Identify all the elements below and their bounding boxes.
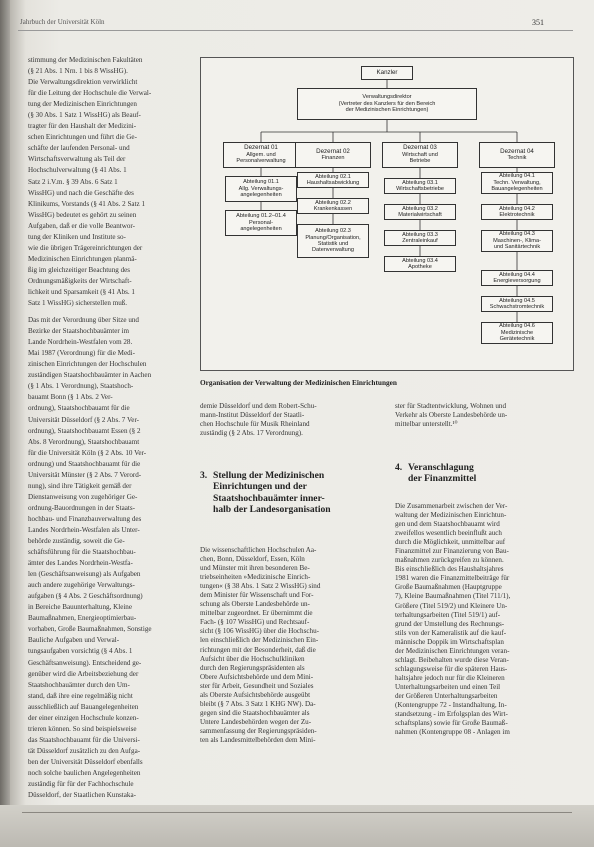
org-node-abteilung: Abteilung 04.1 Techn. Verwaltung, Bauangelegenheiten [481,172,553,194]
text-line: ßig im gleichzeitiger Beachtung des [28,265,131,274]
text-line: noch solche baulichen Angelegenheiten [28,769,141,777]
text-line: Baumaßnahmen, Energieoptimierbau- [28,614,137,623]
org-node-abteilung: Abteilung 01.1 Allg. Verwaltungs- angelegenheiten [225,176,297,202]
text-line: dem Minister für Wissenschaft und For- [200,591,314,600]
text-line: ster für Arbeit, Gesundheit und Soziales [200,681,314,690]
text-line: Fach- (§ 107 WissHG) und Rechtsauf- [200,618,310,627]
text-line: trieren können. So sind beispielsweise [28,724,137,733]
text-line: durch den Regierungspräsidenten als [200,663,305,672]
heading-line: halb der Landesorganisation [213,504,331,516]
org-node-abteilung: Abteilung 03.4 Apotheke [384,256,456,272]
text-line: gen und dem Staatshochbauamt wird [395,520,500,529]
section-4-text [395,502,572,737]
text-line: (§ 30 Abs. 1 Satz 1 WissHG) als Beauf- [28,111,141,120]
text-line: Geschäftsanweisung). Entscheidend ge- [28,658,142,667]
text-line: ster für Stadtentwicklung, Wohnen und [395,402,507,410]
text-line: Dienstanweisung von zugehöriger Ge- [28,492,138,501]
text-line: in Bereiche Bauunterhaltung, Kleine [28,603,133,612]
text-line: tung der Medizinischen Einrichtungen [28,100,137,109]
text-line: Hochschulverwaltung (§ 41 Abs. 1 [28,166,127,175]
org-node-abteilung: Abteilung 02.1 Haushaltsabwicklung [297,172,369,188]
text-line: richtungen mit der Besonderheit, daß die [200,645,316,654]
text-line: genüber wird die Arbeitsbeziehung der [28,669,139,678]
text-line: terhaltungsarbeiten (Titel 519/1) auf- [395,610,501,619]
text-line: ten als Landesmittelbehörden dem Mini- [200,735,316,744]
text-line: Satz 1 WissHG) sicherstellen muß. [28,299,128,308]
binding-shadow [0,0,10,847]
text-line: Untere Landesbehörden wegen der Zu- [200,717,312,726]
text-line: chen, Bonn, Düsseldorf, Essen, Köln [200,555,305,564]
text-line: bauamt Bonn (§ 1 Abs. 2 Ver- [28,393,113,402]
text-line: (§ 21 Abs. 1 Nrn. 1 bis 8 WissHG). [28,67,128,76]
text-line: für die Leitung der Hochschule die Verwal- [28,89,152,98]
text-line: aufgaben (§ 4 Abs. 2 Geschäftsordnung) [28,592,143,601]
text-line: das Staatshochbauamt für die Universi- [28,735,140,744]
text-line: Größere (Titel 519/2) und Kleinere Un- [395,601,508,610]
text-line: haltsjahre jedoch nur für die Kleineren [395,673,505,682]
org-node-abteilung: Abteilung 03.2 Materialwirtschaft [384,204,456,220]
text-line: zuständig (§ 2 Abs. 17 Verordnung). [200,429,303,438]
text-line: Universität Düsseldorf (§ 2 Abs. 7 Ver- [28,415,140,424]
text-line [28,310,193,314]
heading-line: Einrichtungen und der [213,481,307,493]
left-column-text [28,56,193,804]
text-line: Satz 2 i.V.m. § 39 Abs. 6 Satz 1 [28,177,118,186]
text-line: männische Doppik im Wirtschaftsplan [395,637,504,646]
org-node-kanzler: Kanzler [361,66,413,80]
section-4-number: 4. [395,462,403,473]
heading-line: Stellung der Medizinischen [213,470,325,481]
text-line: stand, daß ihre eine regelmäßig nicht [28,691,133,700]
text-line: len (Geschäftsanweisung) als Aufgaben [28,570,141,579]
text-line: Aufsicht über die Hochschulkliniken [200,654,305,663]
text-line: bleibt (§ 7 Abs. 3 Satz 1 KHG NW). Da- [200,699,316,708]
text-line: Verkehr als Oberste Landesbehörde un- [395,411,508,420]
text-line: behörde zuständig, soweit die Ge- [28,537,125,546]
text-line: Die Zusammenarbeit zwischen der Ver- [395,502,508,510]
text-line: zuständig für für der Fachhochschule [28,780,134,789]
text-line: ausschließlich auf Bauangelegenheiten [28,702,139,711]
text-line: zweifellos wesentlich beeinflußt auch [395,529,502,538]
org-node-abteilung: Abteilung 02.2 Krankenkassen [297,198,369,214]
text-line: WissHG) bedeutet es gehört zu seinen [28,210,137,219]
text-line: mittelbar unterstellt.¹⁰ [395,420,458,429]
text-line: der einer einzigen Hochschule konzen- [28,713,139,722]
text-line: tung der Kliniken und Institute so- [28,232,126,241]
text-line: ordnung-Bauordnungen in der Staats- [28,503,135,512]
text-line: hochbau- und Finanzbauverwaltung des [28,514,142,523]
text-line: Obere Aufsichtsbehörde und dem Mini- [200,672,314,681]
text-line: Bauliche Aufgaben und Verwal- [28,636,120,645]
text-line: ben der Universität Düsseldorf ebenfalls [28,757,143,766]
text-line: Düsseldorf, der Staatlichen Kunstaka- [28,791,136,800]
text-line: der Größeren Unterhaltungsarbeiten [395,691,498,700]
text-line: tät Düsseldorf zusätzlich zu den Aufga- [28,746,141,755]
text-line: Aufgaben, daß er die volle Beantwor- [28,221,136,230]
text-line: Medizinischen Einrichtungen planmä- [28,254,137,263]
text-line: nahmen (Kontengruppe 08 - Anlagen im [395,728,510,737]
bottom-rule [22,812,572,813]
text-line: als Oberste Aufsichtsbehörde ausgeübt [200,690,311,699]
text-line: len einschließlich der Medizinischen Ein- [200,636,319,645]
text-line: demie Düsseldorf und dem Robert-Schu- [200,402,317,410]
text-line: sicht (§ 106 WissHG) über die Hochschu- [200,627,319,636]
text-line: lichkeit und Sparsamkeit (§ 41 Abs. 1 [28,287,135,296]
text-line: chen Hochschule für Musik Rheinland [200,420,310,429]
text-line: ordnung) und Staatshochbauamt für die [28,459,141,468]
header-rule [18,30,573,31]
text-line: triebseinheiten »Medizinische Einrich- [200,573,311,582]
text-line: Landes Nordrhein-Westfalen als Unter- [28,525,140,534]
text-line: gegen sind die Staatshochbauämter als [200,708,310,717]
org-node-abteilung: Abteilung 04.3 Maschinen-, Klima- und Sanitärtechnik [481,230,553,252]
text-line: zuständigen Staatshochbauämter in Aachen [28,371,152,380]
text-line: Klinikums, Vorstands (§ 41 Abs. 2 Satz 1 [28,199,145,208]
text-line: schäftsführung für die Staatshochbau- [28,548,136,557]
text-line: Unterhaltungsarbeiten und einen Teil [395,682,501,691]
text-line: ordnung), Staatshochbauamt für die [28,404,130,413]
text-line: sammenfassung der Regierungspräsiden- [200,726,317,735]
text-line: waltung der Medizinischen Einrichtun- [395,511,507,520]
text-line: maßnahmen zurückgreifen zu können. [395,556,504,565]
text-line: Finanzmittel zur Finanzierung von Bau- [395,547,509,556]
org-node-abteilung: Abteilung 04.2 Elektrotechnik [481,204,553,220]
text-line: mittelbar zugeordnet. Er übernimmt die [200,609,313,618]
running-head: Jahrbuch der Universität Köln [20,18,105,26]
text-line: zinischen Einrichtungen der Hochschulen [28,360,147,369]
text-line: Mai 1987 (Verordnung) für die Medi- [28,349,135,358]
text-line: ordnung), Staatshochbauamt Essen (§ 2 [28,426,141,435]
text-line: Universität Münster (§ 2 Abs. 7 Verord- [28,470,142,479]
page-number: 351 [532,18,544,27]
text-line: wie die übrigen Trägereinrichtungen der [28,243,143,252]
text-line: Ordnungsmäßigkeits der Wirtschaft- [28,276,132,285]
text-line: Die wissenschaftlichen Hochschulen Aa- [200,546,317,554]
text-line: nung), sind ihre Tätigkeit gemäß der [28,481,132,490]
text-line: standsetzung - im Erfolgsplan des Wirt- [395,710,508,719]
text-line: Staatshochbauämter durch den Um- [28,680,130,689]
section-3-number: 3. [200,470,208,481]
right-column-top-text [395,402,572,429]
chart-caption: Organisation der Verwaltung der Medizinischen Einrichtungen [200,378,397,387]
org-node-abteilung: Abteilung 04.5 Schwachstromtechnik [481,296,553,312]
text-line: (Kontengruppe 72 - Instandhaltung, In- [395,701,507,710]
text-line: schaftsplans) sowie für Große Baumaß- [395,719,508,728]
heading-line: Veranschlagung [408,462,474,473]
text-line: mann-Institut Düsseldorf der Staatli- [200,411,305,420]
org-node-dezernat: Dezernat 04 Technik [479,142,555,168]
org-node-abteilung: Abteilung 04.6 Medizinische Gerätetechnik [481,322,553,344]
text-line: tungen« (§ 38 Abs. 1 Satz 2 WissHG) sind [200,582,321,591]
text-line: stils von der Kameralistik auf die kauf- [395,628,507,637]
text-line: 1981 waren die Finanzmittelbeiträge für [395,574,510,583]
text-line: WissHG) und nach die Geschäfte des [28,188,134,197]
org-node-abteilung: Abteilung 01.2–01.4 Personal- angelegenheiten [225,210,297,236]
text-line: grund der Umstellung des Rechnungs- [395,619,505,628]
text-line: der Medizinischen Einrichtungen veran- [395,646,510,655]
text-line: tragter für den Haushalt der Medizini- [28,122,137,131]
section-4-heading [395,462,572,486]
text-line: vorhaben, Große Baumaßnahmen, Sonstige [28,625,152,634]
text-line: auch andere zugehörige Verwaltungs- [28,581,135,590]
org-node-abteilung: Abteilung 04.4 Energieversorgung [481,270,553,286]
text-line: Abs. 8 Verordnung), Staatshochbauamt [28,437,140,446]
section-3-heading [200,470,375,518]
text-line: tungsaufgaben vorsichtig (§ 4 Abs. 1 [28,647,133,656]
text-line: durch die Möglichkeit, unmittelbar auf [395,538,506,547]
text-line: Das mit der Verordnung über Sitze und [28,316,139,325]
text-line: Bis einschließlich des Haushaltsjahres [395,565,504,574]
org-node-dezernat: Dezernat 02 Finanzen [295,142,371,168]
text-line: 7), Kleine Baumaßnahmen (Titel 711/1), [395,592,511,601]
text-line: Die Verwaltungsdirektion verwirklicht [28,78,138,87]
text-line: und Münster mit ihren besonderen Be- [200,564,310,573]
text-line: ämter des Landes Nordrhein-Westfa- [28,559,133,568]
text-line: für die Universität Köln (§ 2 Abs. 10 Ver- [28,448,147,457]
org-node-dezernat: Dezernat 03 Wirtschaft und Betriebe [382,142,458,168]
org-node-abteilung: Abteilung 02.3 Planung/Organisation, Statistik und Datenverwaltung [297,224,369,258]
text-line: schen Einrichtungen und führt die Ge- [28,133,137,142]
text-line: stimmung der Medizinischen Fakultäten [28,56,143,64]
text-line: schlagungsweise für die späteren Haus- [395,664,508,673]
text-line: schäfte der laufenden Personal- und [28,144,130,153]
org-chart [200,57,574,371]
org-node-dezernat: Dezernat 01 Allgem. und Personalverwaltung [223,142,299,168]
text-line: (§ 1 Abs. 1 Verordnung), Staatshoch- [28,382,134,391]
text-line: Große Baumaßnahmen (Hauptgruppe [395,583,502,592]
middle-column-top-text [200,402,375,438]
text-line: Lande Nordrhein-Westfalen vom 28. [28,338,133,347]
text-line: Bezirke der Staatshochbauämter im [28,327,130,336]
text-line: schlagt. Beibehalten wurde diese Veran- [395,655,509,664]
org-node-abteilung: Abteilung 03.3 Zentraleinkauf [384,230,456,246]
heading-line: der Finanzmittel [408,473,477,485]
text-line: Wirtschaftsverwaltung als Teil der [28,155,126,164]
heading-line: Staatshochbauämter inner- [213,492,325,504]
text-line: schung als Oberste Landesbehörde un- [200,600,310,609]
section-3-text [200,546,375,745]
org-node-abteilung: Abteilung 03.1 Wirtschaftsbetriebe [384,178,456,194]
org-node-verwaltungsdirektor: Verwaltungsdirektor (Vertreter des Kanzlers für den Bereich der Medizinischen Einrichtungen) [297,88,477,120]
